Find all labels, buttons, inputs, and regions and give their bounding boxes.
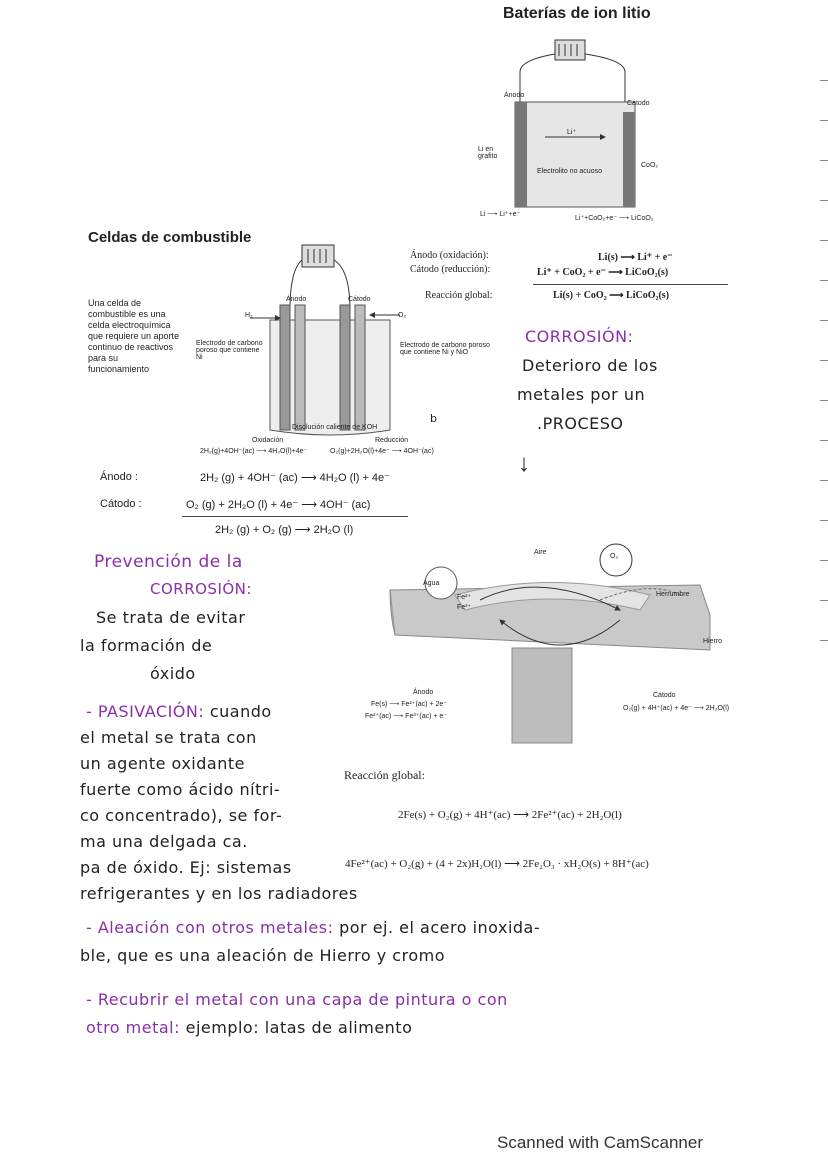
corrosion-title: CORROSIÓN: xyxy=(525,327,634,346)
battery-li-ion: Li⁺ xyxy=(567,129,577,136)
battery-anode-label: Ánodo xyxy=(504,92,525,99)
recubrir-2-row xyxy=(86,1018,412,1037)
rust-o2: O₂ xyxy=(610,553,619,560)
aleacion-row xyxy=(86,918,540,937)
prevention-title-1: Prevención de la xyxy=(94,552,243,572)
rust-fe2: Fe²⁺ xyxy=(457,594,472,601)
fuel-cell-description: Una celda de combustible es una celda electroquímica que requiere un aporte continuo de reactivos para su funcionamiento xyxy=(88,298,180,374)
rust-herrumbre: Herrumbre xyxy=(656,591,690,598)
rust-catodo: Cátodo xyxy=(653,692,676,699)
battery-cathode-label: Cátodo xyxy=(627,100,650,107)
fuel-cell-reduction: Reducción xyxy=(375,437,409,444)
fuel-cell-cathode-eq: O₂ (g) + 2H₂O (l) + 4e⁻ ⟶ 4OH⁻ (ac) xyxy=(186,499,371,511)
aleacion-1: por ej. el acero inoxida- xyxy=(339,918,541,937)
recubrir-label: - Recubrir el metal con una capa de pintura xyxy=(86,990,457,1009)
rust-anodo: Ánodo xyxy=(413,689,434,696)
rust-catodo-eq: O₂(g) + 4H⁺(ac) + 4e⁻ ⟶ 2H₂O(l) xyxy=(623,705,730,712)
battery-reaction-right: Li⁺+CoO₂+e⁻ ⟶ LiCoO₂ xyxy=(575,215,654,222)
pasivacion-row xyxy=(86,702,272,721)
rust-global-eq1: 2Fe(s) + O₂(g) + 4H⁺(ac) ⟶ 2Fe²⁺(ac) + 2H₂O(l) xyxy=(398,809,622,821)
down-arrow-icon: ↓ xyxy=(518,450,530,477)
fuel-cell-electrode-right: Electrodo de carbono poroso que contiene Ni y NiO xyxy=(400,342,490,356)
camscanner-watermark: Scanned with CamScanner xyxy=(497,1133,704,1152)
pasivacion-1: cuando xyxy=(209,702,272,721)
rust-hierro: Hierro xyxy=(703,638,723,645)
battery-eq-rule xyxy=(533,284,728,285)
page-edge-ticks xyxy=(818,80,828,640)
fuel-cell-eq-rule xyxy=(182,516,408,517)
battery-anode-eq: Li(s) ⟶ Li⁺ + e⁻ xyxy=(598,252,673,263)
recubrir-2: ejemplo: latas de alimento xyxy=(185,1018,413,1037)
fuel-cell-oxidation: Oxidación xyxy=(252,437,284,444)
prevention-line-1: Se trata de evitar xyxy=(96,608,246,627)
rust-agua: Agua xyxy=(423,580,440,587)
fuel-cell-ox-eq-small: 2H₂(g)+4OH⁻(ac) ⟶ 4H₂O(l)+4e⁻ xyxy=(200,448,308,455)
fuel-cell-anode-row-label: Ánodo : xyxy=(100,471,138,483)
recubrir-2-label: otro metal: xyxy=(86,1018,181,1037)
fuel-cell-o2: O₂ xyxy=(398,312,407,319)
fuel-cell-cathode-row-label: Cátodo : xyxy=(100,498,142,510)
battery-title: Baterías de ion litio xyxy=(503,5,651,22)
corrosion-definition-2: metales por un xyxy=(517,385,646,404)
aleacion-2: ble, que es una aleación de Hierro y cromo xyxy=(80,946,445,965)
corrosion-b-mark: b xyxy=(430,412,438,425)
battery-anode-ox-label: Ánodo (oxidación): xyxy=(410,250,489,261)
aleacion-label: - Aleación con otros metales: xyxy=(86,918,334,937)
rust-global-label: Reacción global: xyxy=(344,768,425,782)
pasivacion-7: pa de óxido. Ej: sistemas xyxy=(80,858,292,877)
pasivacion-6: ma una delgada ca. xyxy=(80,832,248,851)
recubrir-row xyxy=(86,990,508,1009)
pasivacion-4: fuerte como ácido nítri- xyxy=(80,780,281,799)
fuel-cell-solution: Disolución caliente de KOH xyxy=(292,424,378,431)
fuel-cell-global-eq: 2H₂ (g) + O₂ (g) ⟶ 2H₂O (l) xyxy=(215,524,354,536)
fuel-cell-electrode-left: Electrodo de carbono poroso que contiene Ni xyxy=(196,340,263,361)
corrosion-definition-3: .PROCESO xyxy=(537,414,624,433)
oxygen-bubble-icon xyxy=(600,544,632,576)
battery-coo2: CoO₂ xyxy=(641,162,659,169)
fuel-cell-cathode-label: Cátodo xyxy=(348,296,371,303)
fuel-cell-title: Celdas de combustible xyxy=(88,229,252,246)
corrosion-definition-1: Deterioro de los xyxy=(522,356,658,375)
battery-electrolyte xyxy=(515,102,635,207)
rust-anodo-eq1: Fe(s) ⟶ Fe²⁺(ac) + 2e⁻ xyxy=(371,701,447,708)
prevention-title-2: CORROSIÓN: xyxy=(150,580,252,598)
battery-global-label: Reacción global: xyxy=(425,290,493,301)
battery-cathode-red-label: Cátodo (reducción): xyxy=(410,264,491,275)
fuel-cell-anode-label: Ánodo xyxy=(286,296,307,303)
battery-diagram xyxy=(475,32,695,232)
pasivacion-label: - PASIVACIÓN: xyxy=(86,702,205,721)
fuel-cell-h2: H₂ xyxy=(245,312,253,319)
prevention-line-2: la formación de xyxy=(80,636,213,655)
rust-fe3: Fe³⁺ xyxy=(457,604,472,611)
fuel-cell-anode-eq: 2H₂ (g) + 4OH⁻ (ac) ⟶ 4H₂O (l) + 4e⁻ xyxy=(200,472,390,484)
battery-electrolyte-label: Electrolito no acuoso xyxy=(537,168,602,175)
pasivacion-8: refrigerantes y en los radiadores xyxy=(80,884,358,903)
fuel-cell-load-icon xyxy=(302,245,334,267)
pasivacion-3: un agente oxidante xyxy=(80,754,245,773)
prevention-line-3: óxido xyxy=(150,664,196,683)
rust-aire: Aire xyxy=(534,549,547,556)
pasivacion-5: co concentrado), se for- xyxy=(80,806,283,825)
rust-anodo-eq2: Fe²⁺(ac) ⟶ Fe³⁺(ac) + e⁻ xyxy=(365,713,447,720)
battery-li-graphite: Li en grafito xyxy=(478,146,498,160)
fuel-cell-red-eq-small: O₂(g)+2H₂O(l)+4e⁻ ⟶ 4OH⁻(ac) xyxy=(330,448,434,455)
pasivacion-2: el metal se trata con xyxy=(80,728,257,747)
battery-global-eq: Li(s) + CoO₂ ⟶ LiCoO₂(s) xyxy=(553,290,670,301)
battery-cathode-eq: Li⁺ + CoO₂ + e⁻ ⟶ LiCoO₂(s) xyxy=(537,267,669,278)
rust-global-eq2: 4Fe²⁺(ac) + O₂(g) + (4 + 2x)H₂O(l) ⟶ 2Fe₂O₃ · xH₂O(s) + 8H⁺(ac) xyxy=(345,858,649,870)
recubrir-1: o con xyxy=(461,990,508,1009)
battery-reaction-left: Li ⟶ Li⁺+e⁻ xyxy=(480,211,521,218)
